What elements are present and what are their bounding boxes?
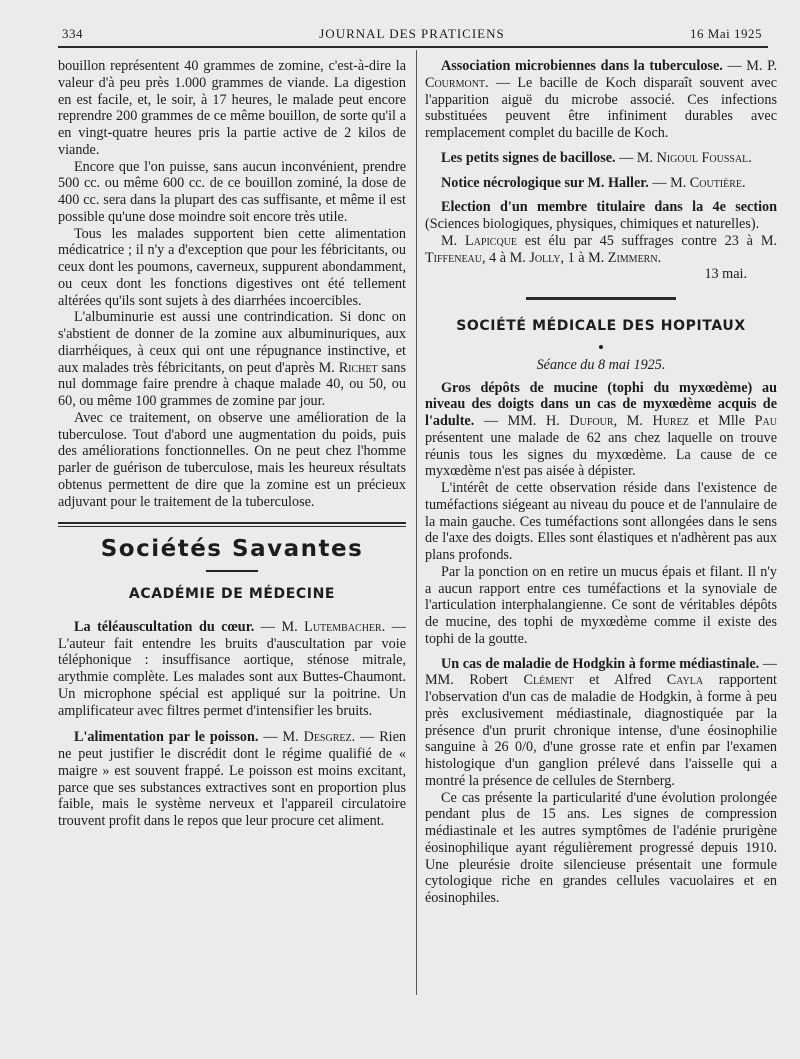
author-name: Dufour [569, 413, 614, 429]
text-run: — M. [254, 618, 305, 635]
author-name: Zimmern. [607, 249, 662, 266]
text-run: — MM. H. [474, 413, 570, 429]
author-name: Nigoul Foussal. [656, 149, 752, 166]
article-paragraph [425, 175, 777, 192]
author-name: Lapicque [465, 232, 518, 249]
text-run: , 1 à M. [560, 249, 608, 266]
page-number: 334 [62, 26, 83, 41]
right-column [425, 58, 777, 907]
dateline: 13 mai. [704, 266, 747, 283]
section-rule [58, 522, 406, 527]
text-run: — M. [615, 149, 657, 166]
journal-title: JOURNAL DES PRATICIENS [319, 26, 505, 41]
left-column [58, 58, 406, 830]
issue-date: 16 Mai 1925 [690, 26, 762, 41]
society-title: SOCIÉTÉ MÉDICALE DES HOPITAUX [456, 318, 746, 334]
article-title: Notice nécrologique sur M. Haller. [441, 174, 649, 191]
article-title: Gros dépôts de mucine (tophi du myxœdème) au niveau des doigts dans un cas de myxœdème acquis de l'adulte. [425, 379, 777, 429]
paragraph: L'intérêt de cette observation réside dans l'existence de tuméfactions siégeant au niveau du pouce et de l'annulaire de la main gauche. Ces tuméfactions sont allongées dans le sens de l'axe des doigts. Elles sont élastiques et n'adhèrent pas aux plans profonds. [425, 480, 777, 563]
article-paragraph [425, 150, 777, 167]
text-run: M. [441, 232, 466, 249]
section-title: Sociétés Savantes [100, 536, 364, 563]
column-divider [416, 50, 417, 995]
author-name: Tiffeneau [425, 249, 483, 266]
text-run: — M. [258, 729, 304, 746]
section-rule [526, 297, 676, 300]
author-name: Cayla [666, 672, 704, 689]
article-title: Association microbiennes dans la tuberculose. [441, 58, 723, 74]
article-paragraph [425, 380, 777, 481]
text-run: — Rien ne peut justifier le discrédit dont le régime qualifié de « maigre » est souvent frappé. Le poisson est moins excitant, parce que ses substances extractives sont en proportion plus faible, mais le système nerveux et l'appareil circulatoire trouvent profit dans le repos que leur procure cet aliment. [58, 729, 407, 829]
text-run: — L'auteur fait entendre les bruits d'auscultation par voie téléphonique : insuffisance aortique, sténose mitrale, arythmie complète. Les malades sont aux Buttes-Chaumont. Un microphone spécial est appliqué sur la poitrine. Un amplificateur avec filtres permet d'intensifier les bruits. [58, 618, 406, 719]
paragraph: bouillon représentent 40 grammes de zomine, c'est-à-dire la valeur d'à peu près 1.000 grammes de viande. La digestion en est facile, et, le soir, à 17 heures, le malade peut encore reprendre 200 grammes de ce même bouillon, de sorte qu'il a en vingt-quatre heures pris la partie active de 2 kilos de viande. [58, 58, 406, 158]
ornament-dot [599, 345, 603, 349]
article-title: L'alimentation par le poisson. [74, 729, 259, 746]
article-title: Un cas de maladie de Hodgkin à forme médiastinale. [441, 655, 760, 672]
text-run: (Sciences biologiques, physiques, chimiques et naturelles). [425, 216, 760, 232]
text-run: — M. [648, 174, 690, 191]
article-paragraph [58, 619, 406, 720]
author-name: Clément [523, 672, 574, 689]
author-name: Courmont. [425, 74, 489, 91]
text-run: — Le bacille de Koch disparaît souvent avec l'apparition aiguë du microbe associé. Ces infections substituées peuvent être infiniment durables avec remplacement complet du bacille de Koch. [425, 74, 777, 141]
text-run: et Mlle [688, 413, 755, 429]
paragraph: Ce cas présente la particularité d'une évolution prolongée pendant plus de 15 ans. Les signes de compression médiastinale et les autres symptômes de l'adénie prurigène éosinophilique ayant régulièrement progressé depuis 1910. Une pleurésie droite silencieuse présentait une formule cytologique riche en grandes cellules vacuolaires et en éosinophiles. [425, 789, 777, 906]
text-run: et Alfred [573, 672, 667, 689]
paragraph: Par la ponction on en retire un mucus épais et filant. Il n'y a aucun rapport entre ces tuméfactions et la synoviale de l'articulation interphalangienne. Ce sont de véritables dépôts de mucine, des tophi de myxœdème comme il existe des tophi de la goutte. [425, 563, 777, 647]
text-run: L'albuminurie est aussi une contrindication. Si donc on s'abstient de donner de la zomine aux albuminuriques, aux diarrhéiques, à ceux qui ont une répugnance instinctive, et aux malades très fébricitants, on peut d'après M. [58, 309, 406, 376]
article-title: La téléauscultation du cœur. [74, 618, 255, 635]
text-run: , 4 à M. [482, 249, 530, 266]
running-header [62, 26, 762, 44]
subsection-title: ACADÉMIE DE MÉDECINE [128, 586, 336, 602]
article-paragraph [425, 199, 777, 233]
author-name: Desgrez. [303, 729, 356, 746]
article-paragraph [425, 656, 777, 790]
article-title: Les petits signes de bacillose. [441, 149, 616, 166]
author-name: Richet [338, 359, 378, 376]
paragraph: Tous les malades supportent bien cette alimentation médicatrice ; il n'y a d'exception que pour les fébricitants, ou ceux dont les poumons, caverneux, suppurent abondamment, ou ceux dont les fonctions digestives ont été tellement altérées qu'ils sont sujets à des diarrhées incoercibles. [58, 225, 406, 309]
author-name: Pau [754, 413, 777, 429]
author-name: Lutembacher. [304, 618, 386, 635]
text-run: présentent une malade de 62 ans chez laquelle on trouve réunis tous les signes du myxœdème. La cause de ce myxœdème n'est pas aisée à dépister. [425, 429, 777, 480]
paragraph [425, 233, 777, 267]
author-name: Coutière. [689, 174, 746, 191]
article-paragraph [425, 58, 777, 142]
paragraph: Encore que l'on puisse, sans aucun inconvénient, prendre 500 cc. ou même 600 cc. de ce bouillon zominé, la dose de 400 cc. sera dans la plupart des cas suffisante, et même il est possible qu'une dose moindre soit encore très utile. [58, 158, 406, 225]
text-run: est élu par 45 suffrages contre 23 à M. [517, 232, 777, 249]
paragraph [58, 309, 406, 410]
author-name: Jolly [529, 249, 561, 266]
article-title: Election d'un membre titulaire dans la 4e section [441, 199, 777, 216]
text-run: — MM. Robert [425, 655, 777, 689]
article-paragraph [58, 729, 406, 830]
session-date: Séance du 8 mai 1925. [536, 356, 666, 373]
header-rule [58, 46, 768, 48]
text-run: — M. P. [722, 58, 777, 74]
author-name: Hurez [652, 413, 689, 429]
text-run: sans nul dommage faire prendre à chaque malade 40, ou 50, ou 60, ou même 100 grammes de zomine par jour. [58, 359, 406, 409]
title-rule [206, 570, 258, 572]
text-run: , M. [613, 413, 653, 429]
paragraph: Avec ce traitement, on observe une amélioration de la tuberculose. Tout d'abord une augmentation du poids, puis des améliorations fonctionnelles. On ne peut chez l'homme parler de guérison de tuberculose, mais les heureux résultats obtenus permettent de dire que la zomine est un précieux adjuvant pour le traitement de la tuberculose. [58, 409, 406, 510]
text-run: rapportent l'observation d'un cas de maladie de Hodgkin, à forme à peu près exclusivement médiastinale, diagnostiquée par la présence d'un prurit chronique intense, d'une éosinophilie sanguine à 26 0/0, d'une grosse rate et enfin par l'examen histologique d'un ganglion prélevé dans l'aisselle qui a montré la présence de cellules de Sternberg. [425, 672, 777, 789]
